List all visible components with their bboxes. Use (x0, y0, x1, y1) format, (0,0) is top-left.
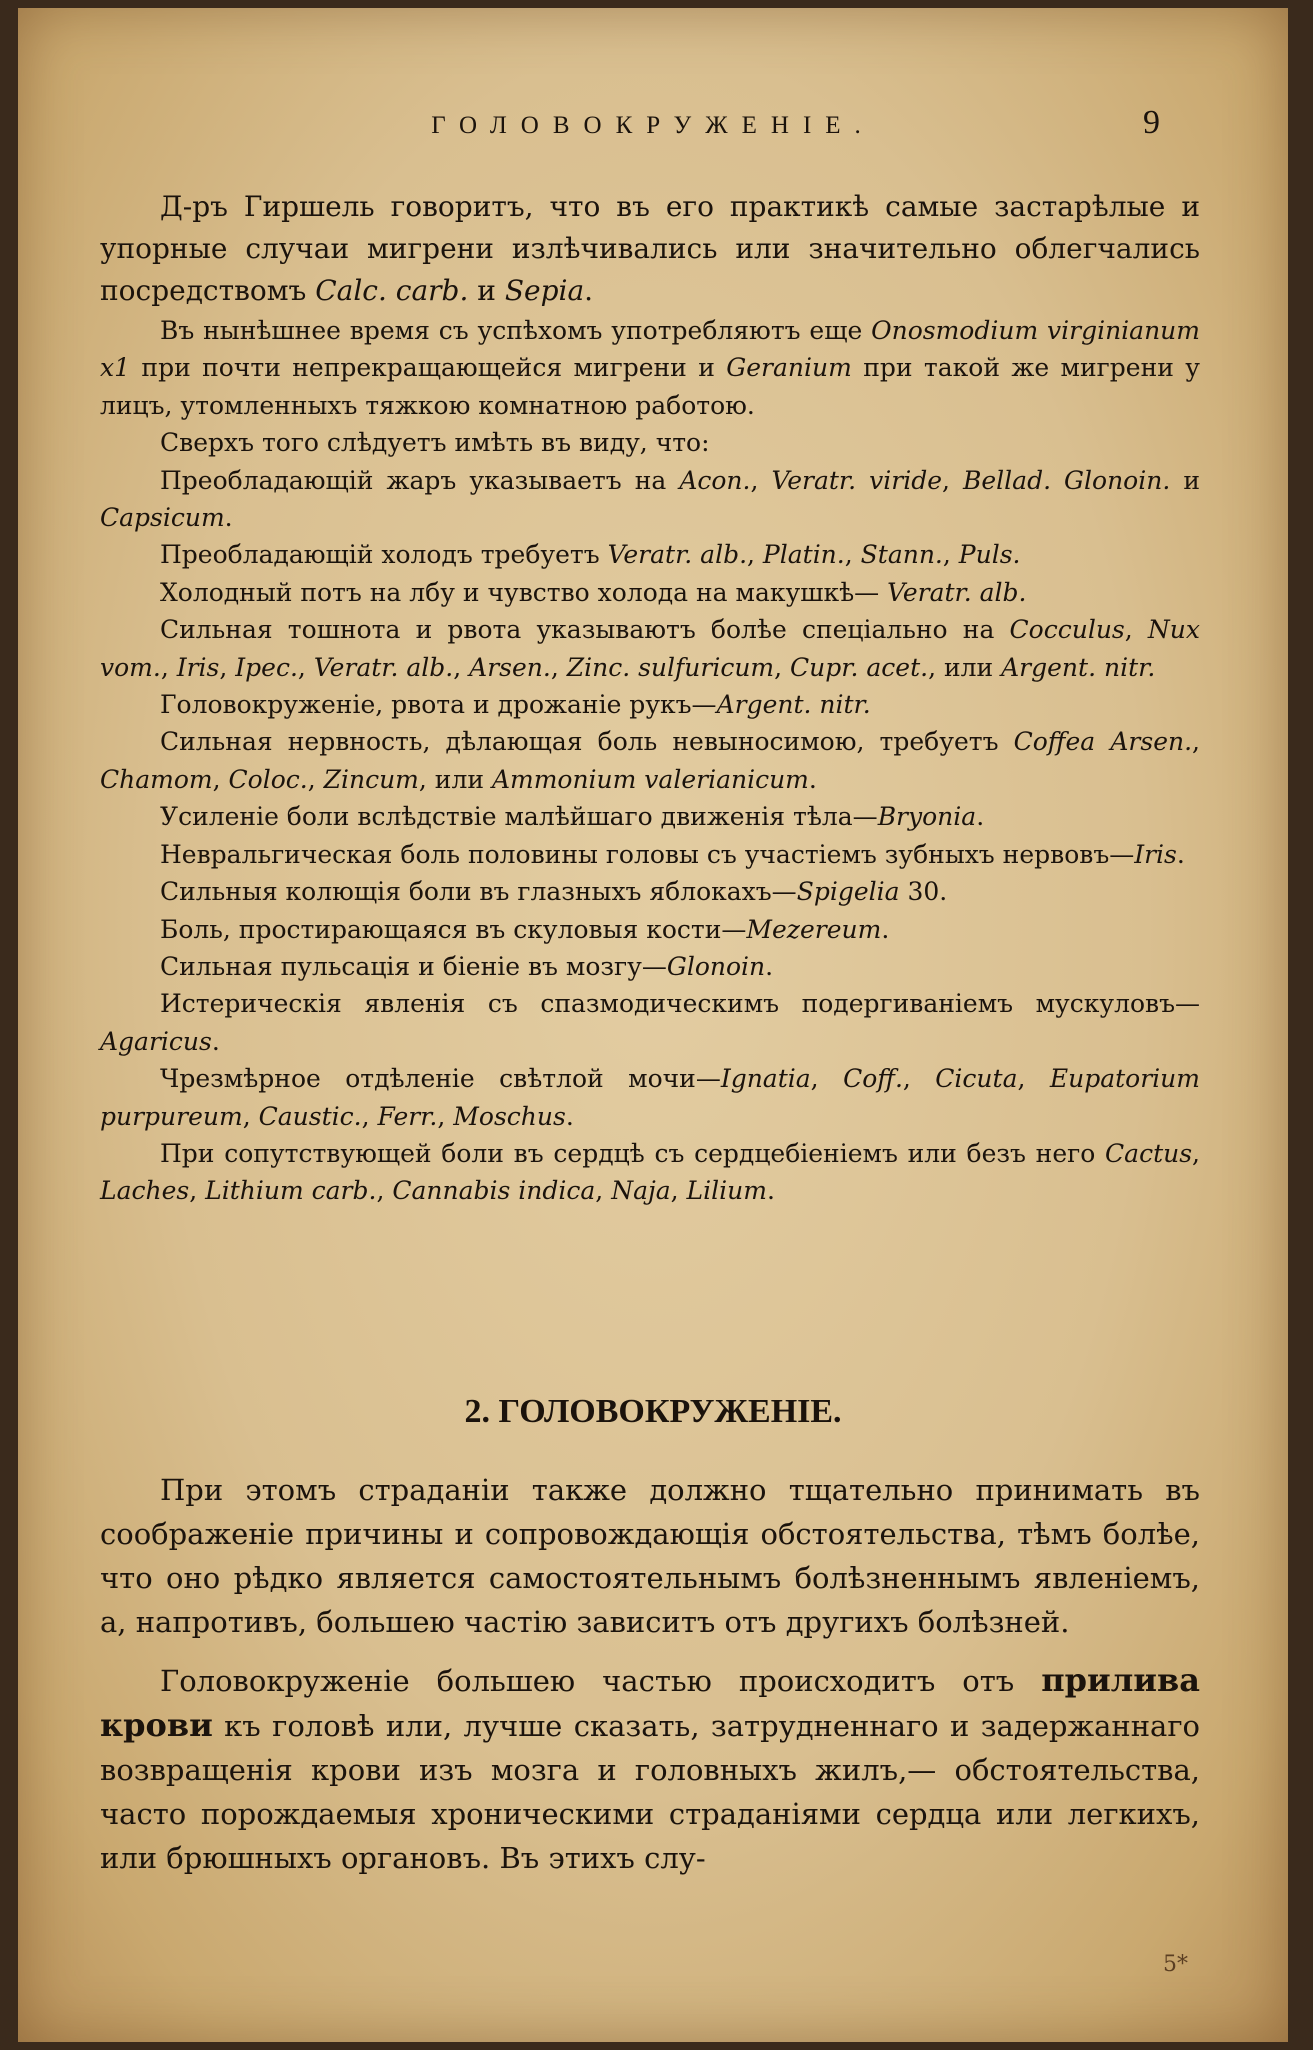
section-paragraph: При этомъ страданіи также должно тщательно принимать въ соображеніе причины и сопровождающія обстоятельства, тѣмъ болѣе, что оно рѣдко является самостоятельнымъ болѣзненнымъ явленіемъ, а, напротивъ, большею частію зависитъ отъ другихъ болѣзней. (100, 1473, 1200, 1639)
section-heading: 2. ГОЛОВОКРУЖЕНІЕ. (464, 1393, 842, 1430)
remedy-paragraph: Преобладающій жаръ указываетъ на Acon., Veratr. viride, Bellad. Glonoin. и Capsicum. (100, 465, 1200, 533)
page-number: 9 (1143, 104, 1160, 141)
remedy-paragraph: Боль, простирающаяся въ скуловыя кости—Mezereum. (160, 914, 890, 944)
running-title: ГОЛОВОКРУЖЕНІЕ. (431, 112, 875, 139)
remedy-paragraph: Сильная пульсація и біеніе въ мозгу—Glonoin. (160, 951, 774, 981)
intro-paragraph: Д-ръ Гиршель говоритъ, что въ его практикѣ самые застарѣлые и упорные случаи мигрени излѣчивались или значительно облегчались посредствомъ Calc. carb. и Sepia. (100, 190, 1200, 307)
book-page (18, 8, 1288, 2042)
remedy-paragraph: Преобладающій холодъ требуетъ Veratr. alb., Platin., Stann., Puls. (160, 540, 1021, 570)
remedy-paragraph: Холодный потъ на лбу и чувство холода на макушкѣ— Veratr. alb. (160, 577, 1027, 607)
remedy-paragraph: Сильная тошнота и рвота указываютъ болѣе спеціально на Cocculus, Nux vom., Iris, Ipec., Veratr. alb., Arsen., Zinc. sulfuricum, Cupr. acet., или Argent. nitr. (100, 615, 1200, 682)
remedy-paragraph: Сверхъ того слѣдуетъ имѣть въ виду, что: (160, 428, 710, 458)
remedy-paragraph: Истерическія явленія съ спазмодическимъ подергиваніемъ мускуловъ—Agaricus. (100, 989, 1200, 1056)
remedy-paragraph: Усиленіе боли вслѣдствіе малѣйшаго движенія тѣла—Bryonia. (160, 802, 985, 832)
emphasis: прилива крови (100, 1661, 1200, 1744)
remedy-paragraph: При сопутствующей боли въ сердцѣ съ сердцебіеніемъ или безъ него Cactus, Laches, Lithium carb., Cannabis indica, Naja, Lilium. (100, 1138, 1200, 1206)
remedy-paragraph: Сильная нервность, дѣлающая боль невыносимою, требуетъ Coffea Arsen., Chamom, Coloc., Zincum, или Ammonium valerianicum. (100, 727, 1200, 794)
remedy-paragraph: Въ нынѣшнее время съ успѣхомъ употребляютъ еще Onosmodium virginianum x1 при почти непрекращающейся мигрени и Geranium при такой же мигрени у лицъ, утомленныхъ тяжкою комнатною работою. (100, 316, 1200, 420)
remedy-paragraph: Чрезмѣрное отдѣленіе свѣтлой мочи—Ignatia, Coff., Cicuta, Eupatorium purpureum, Caustic., Ferr., Moschus. (100, 1064, 1200, 1131)
remedy-paragraph: Головокруженіе, рвота и дрожаніе рукъ—Argent. nitr. (160, 690, 871, 720)
remedy-paragraph: Сильныя колющія боли въ глазныхъ яблокахъ—Spigelia 30. (160, 877, 948, 907)
section-body (100, 1468, 1200, 1880)
remedy-paragraph: Невральгическая боль половины головы съ участіемъ зубныхъ нервовъ—Iris. (160, 839, 1185, 869)
remedy-list (100, 312, 1200, 1210)
section-paragraph: Головокруженіе большею частью происходитъ отъ прилива крови къ головѣ или, лучше сказать, затрудненнаго и задержаннаго возвращенія крови изъ мозга и головныхъ жилъ,— обстоятельства, часто порождаемыя хроническими страданіями сердца или легкихъ, или брюшныхъ органовъ. Въ этихъ слу- (100, 1661, 1200, 1875)
signature-mark: 5* (1163, 1952, 1188, 1977)
